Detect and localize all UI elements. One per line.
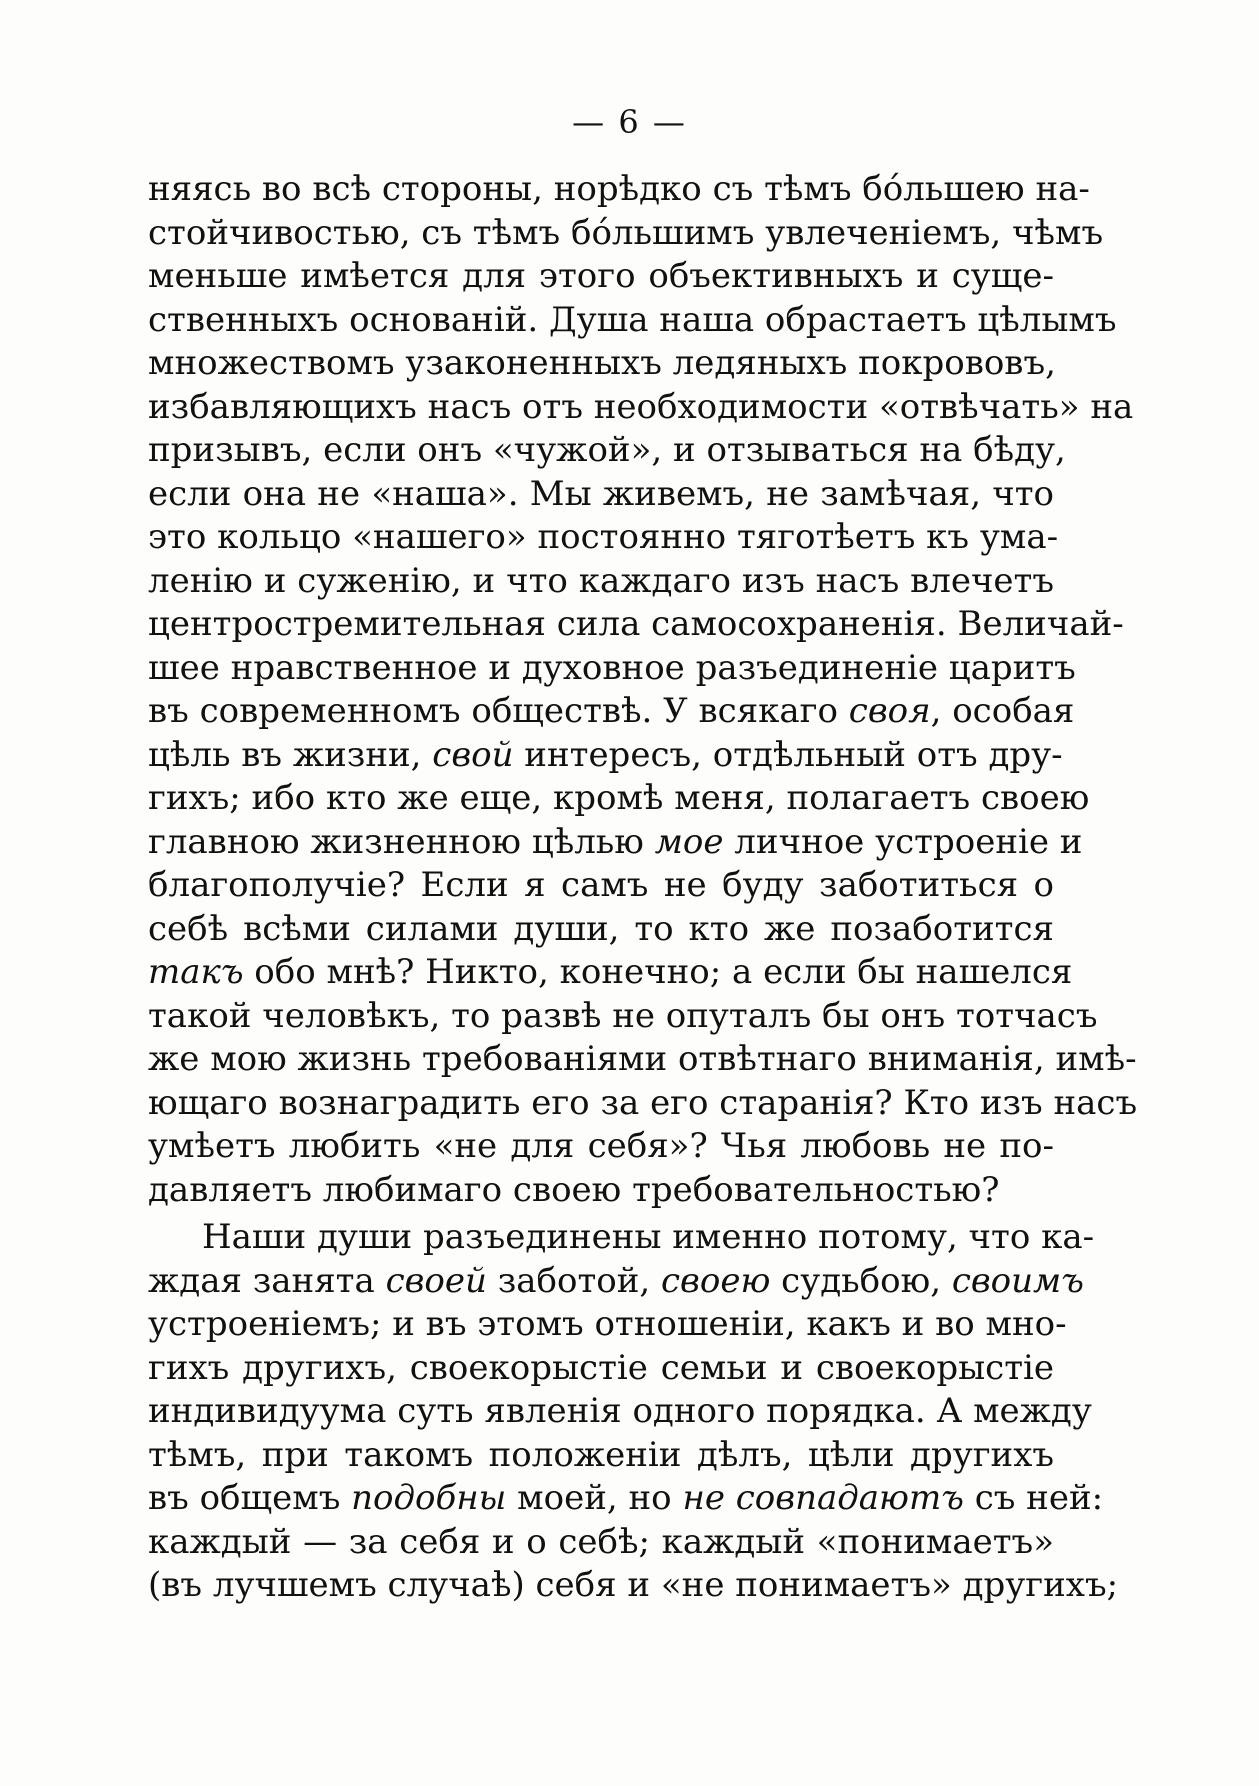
emphasis-text: своею [661,1260,771,1301]
text-segment: главною жизненною цѣлью [148,821,655,862]
text-line [148,690,1075,734]
emphasis-text: не совпадаютъ [682,1478,964,1518]
text-line [148,1216,1095,1260]
text-line [148,168,1090,212]
text-segment: въ общемъ [148,1478,352,1518]
text-segment: если она не «наша». Мы живемъ, не замѣчая, что [148,473,1054,514]
text-segment: индивидуума суть явленія одного порядка. А между [148,1391,1092,1431]
text-segment: тѣмъ, при такомъ положеніи дѣлъ, цѣли другихъ [148,1434,1054,1475]
text-line [148,516,1059,560]
text-line [148,1038,1137,1082]
text-segment: ственныхъ основаній. Душа наша обрастаетъ цѣлымъ [148,299,1117,340]
text-segment: такой человѣкъ, то развѣ не опуталъ бы онъ тотчасъ [148,995,1098,1036]
text-segment: гихъ; ибо кто же еще, кромѣ меня, полагаетъ своею [148,778,1090,818]
text-segment: меньше имѣется для этого объективныхъ и суще- [148,256,1054,296]
page-number: — 6 — [572,103,687,141]
text-segment: это кольцо «нашего» постоянно тяготѣетъ къ ума- [148,517,1059,557]
text-line [148,995,1098,1039]
emphasis-text: подобны [351,1478,507,1518]
text-segment: заботой, [486,1260,662,1301]
text-line [148,1303,1067,1347]
text-line [148,821,1083,865]
text-segment: избавляющихъ насъ отъ необходимости «отвѣчать» на [148,386,1134,427]
emphasis-text: своимъ [951,1260,1084,1301]
text-segment: обо мнѣ? Никто, конечно; а если бы нашелся [243,952,1073,992]
text-segment: себѣ всѣми силами души, то кто же позаботится [148,908,1054,949]
text-line [148,1082,1138,1126]
text-line [148,908,1054,952]
text-line [148,1477,1104,1521]
text-segment: (въ лучшемъ случаѣ) себя и «не понимаетъ» другихъ; [148,1565,1119,1605]
text-segment: призывъ, если онъ «чужой», и отзываться на бѣду, [148,430,1066,470]
emphasis-text: своя [848,691,931,731]
text-segment: моей, но [506,1478,683,1518]
text-line [148,777,1090,821]
text-segment: , особая [930,691,1075,731]
emphasis-text: своей [385,1260,487,1301]
text-segment: ждая занята [148,1260,386,1301]
text-segment: гихъ другихъ, своекорыстіе семьи и своекорыстіе [148,1347,1054,1388]
text-line [148,1169,1054,1213]
emphasis-text: такъ [148,952,244,992]
text-line [148,1434,1054,1478]
text-line [148,1347,1054,1391]
text-line [148,1564,1119,1608]
text-segment: ющаго вознаградить его за его старанія? Кто изъ насъ [148,1082,1138,1123]
text-segment: давляетъ любимаго своею требовательностью? [148,1169,1000,1210]
text-line [148,342,1054,386]
text-line [148,1390,1092,1434]
text-segment: Наши души разъединены именно потому, что ка- [202,1217,1095,1257]
text-segment: ленію и суженію, и что каждаго изъ насъ влечетъ [148,560,1054,601]
text-segment: въ современномъ обществѣ. У всякаго [148,691,849,731]
text-line [148,951,1073,995]
emphasis-text: свой [432,734,514,775]
text-segment: судьбою, [770,1260,952,1301]
text-line [148,429,1066,473]
text-line [148,603,1124,647]
text-line [148,1260,1084,1304]
text-segment: стойчивостью, съ тѣмъ бо́льшимъ увлеченіемъ, чѣмъ [148,212,1104,253]
text-line [148,473,1054,517]
text-segment: же мою жизнь требованіями отвѣтнаго вниманія, имѣ- [148,1039,1137,1079]
text-segment: личное устроеніе и [723,821,1083,862]
text-line [148,1125,1054,1169]
text-segment: множествомъ узаконенныхъ ледяныхъ покрововъ, [148,343,1056,383]
text-line [148,560,1054,604]
text-line [148,212,1104,256]
text-segment: интересъ, отдѣльный отъ дру- [513,734,1063,775]
text-line [148,864,1054,908]
text-segment: устроеніемъ; и въ этомъ отношеніи, какъ и во мно- [148,1304,1067,1344]
text-line [148,255,1054,299]
text-segment: цѣль въ жизни, [148,734,433,775]
text-line [148,386,1134,430]
text-segment: умѣетъ любить «не для себя»? Чья любовь не по- [148,1126,1054,1166]
text-line [148,299,1117,343]
text-segment: шее нравственное и духовное разъединеніе царитъ [148,647,1076,688]
page-text [148,168,1138,1608]
text-segment: каждый — за себя и о себѣ; каждый «понимаетъ» [148,1521,1054,1562]
text-segment: няясь во всѣ стороны, норѣдко съ тѣмъ бо́льшею на- [148,169,1090,209]
text-segment: благополучіе? Если я самъ не буду заботиться о [148,865,1054,905]
emphasis-text: мое [654,821,724,862]
text-segment: съ ней: [963,1478,1104,1518]
text-segment: центростремительная сила самосохраненія. Величай- [148,604,1124,644]
text-line [148,1521,1054,1565]
text-line [148,647,1076,691]
text-line [148,734,1063,778]
